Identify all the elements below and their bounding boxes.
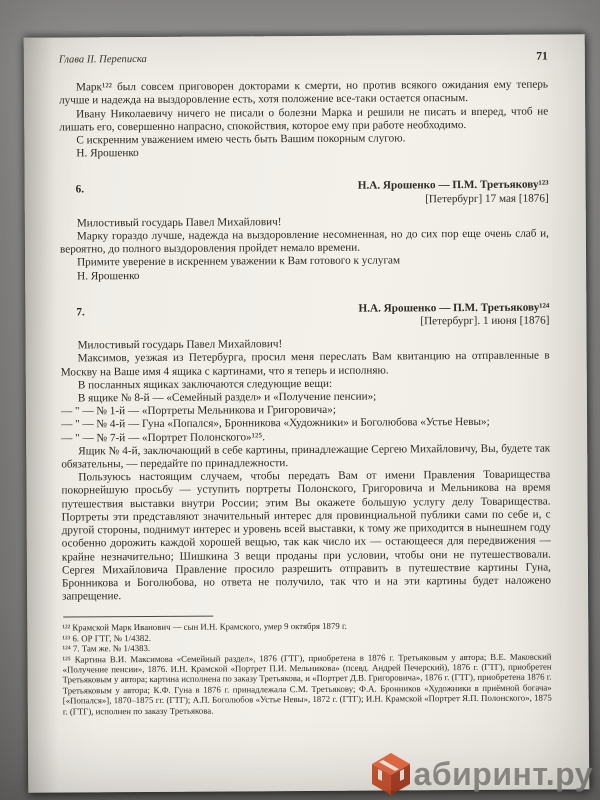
book-page <box>24 34 590 792</box>
paragraph: Ящик № 4-й, заключающий в себе картины, принадлежащие Сергею Михайловичу, Вы, будете так обязательны, — передайте по принадлежности. <box>61 442 551 471</box>
watermark-text: абиринт.ру <box>413 755 593 792</box>
paragraph: В посланных ящиках заключаются следующие вещи: <box>77 377 333 392</box>
paragraph: Ивану Николаевичу ничего не писали о болезни Марка и решили не писать и вперед, чтоб не лишать его, совершенно напрасно, спокойствия, которое ему при работе необходимо. <box>59 105 549 134</box>
letter-number: 6. <box>75 183 85 196</box>
labirint-logo-icon <box>370 751 412 797</box>
list-item: — " — № 4-й — Гуна «Попался», Бронникова «Художники» и Боголюбова «Устье Невы»; <box>61 416 490 431</box>
paragraph: Максимов, уезжая из Петербурга, просил меня переслать Вам квитанцию на отправленные в Москву на Ваше имя 4 ящика с картинами, что я теперь и исполняю. <box>60 349 550 379</box>
letter-addressee: Н.А. Ярошенко — П.М. Третьякову¹²⁴ <box>358 301 550 315</box>
letter-dateline: [Петербург] 17 мая [1876] <box>425 192 549 205</box>
list-item: В ящике № 8-й — «Семейный раздел» и «Получение пенсии»; <box>77 390 377 405</box>
letter-addressee-block <box>358 179 549 207</box>
letter7-heading-block <box>60 301 549 330</box>
running-title: Глава II. Переписка <box>58 53 147 66</box>
letter-addressee-block <box>358 301 549 329</box>
signature: Н. Ярошенко <box>77 269 140 283</box>
letter6-heading-block <box>60 179 549 208</box>
paragraph: Пользуюсь настоящим случаем, чтобы передать Вам от имени Правления Товарищества покорнейшую просьбу — уступить портреты Полонского, Григоровича и Мельникова на время путешествия выставки внутри России; этим Вы окажете большую услугу делу Товарищества. Портреты эти представляют значительный интерес для провинциальной публики сами по себе и, с другой стороны, поднимут интерес и уровень всей выставки, к тому же приходится в нынешнем году особенно дорожить каждой хорошей вещью, так как число их — остающееся для передвижения — крайне незначительно; Шишкина 3 вещи проданы при условии, чтобы они не путешествовали. Сергея Михайловича Правление просило разрешить отправить в путешествие картины Гуна, Бронникова и Боголюбова, но ответа не получило, так что и на эти картины будет наложено запрещение. <box>61 468 552 603</box>
labirint-watermark <box>370 751 593 797</box>
footnote-separator <box>63 616 213 618</box>
salutation: Милостивый государь Павел Михайлович! <box>77 338 283 352</box>
paragraph: Примите уверение в искреннем уважении к Вам готового к услугам <box>77 254 401 269</box>
salutation: Милостивый государь Павел Михайлович! <box>76 215 282 230</box>
page-content <box>24 34 590 792</box>
letter-number: 7. <box>76 306 85 319</box>
letter-dateline: [Петербург]. 1 июня [1876] <box>420 314 550 328</box>
letter-addressee: Н.А. Ярошенко — П.М. Третьякову¹²³ <box>357 178 549 193</box>
page-header <box>59 50 548 67</box>
footnotes-section <box>62 614 552 717</box>
page-number: 71 <box>536 49 548 63</box>
paragraph: Марку гораздо лучше, надежда на выздоровление несомненная, но до сих пор еще очень слаб и, вероятно, до полного выздоровления пройдет немало времени. <box>59 227 549 256</box>
paragraph: Марк¹²² был совсем приговорен докторами к смерти, но против всякого ожидания ему теперь лучше и надежда на выздоровление есть, хотя положение все-таки остается опасным. <box>59 78 549 107</box>
list-item: — " — № 7-й — «Портрет Полонского»¹²⁵. <box>61 430 266 445</box>
list-item: — " — № 1-й — «Портреты Мельникова и Григоровича»; <box>60 404 336 418</box>
paragraph: С искренним уважением имею честь быть Вашим покорным слугою. <box>76 132 406 147</box>
signature: Н. Ярошенко <box>76 147 139 160</box>
footnote: ¹²⁵ Картина В.И. Максимова «Семейный раздел», 1876 (ГТГ), приобретена в 1876 г. Третьяковым у автора; В.Е. Маковский «Получение пенсии», 1876. И.Н. Крамской «Портрет П.И. Мельникова» (псевд. Андрей Печерский), 1876 г. (ГТГ), приобретен Третьяковым у автора; картина исполнена по заказу Третьякова, и «Портрет Д.В. Григоровича», 1876 г. (ГТГ), приобретена 1876 г. Третьяковым у автора; К.Ф. Гуна в 1876 г. принадлежала С.М. Третьякову; Ф.А. Бронников «Художники в приёмной богача» [«Попался»], 1870–1875 гг. (ГТГ); А.П. Боголюбов «Устье Невы», 1872 г. (ГТГ); И.Н. Крамской «Портрет Я.П. Полонского», 1875 г. (ГТГ), исполнен по заказу Третьякова. <box>62 651 552 717</box>
footnote: ¹²³ 6. ОР ГТГ, № 1/4382. <box>62 632 151 644</box>
footnote: ¹²⁴ 7. Там же. № 1/4383. <box>62 643 151 654</box>
footnote: ¹²² Крамской Марк Иванович — сын И.Н. Крамского, умер 9 октября 1879 г. <box>62 621 347 633</box>
